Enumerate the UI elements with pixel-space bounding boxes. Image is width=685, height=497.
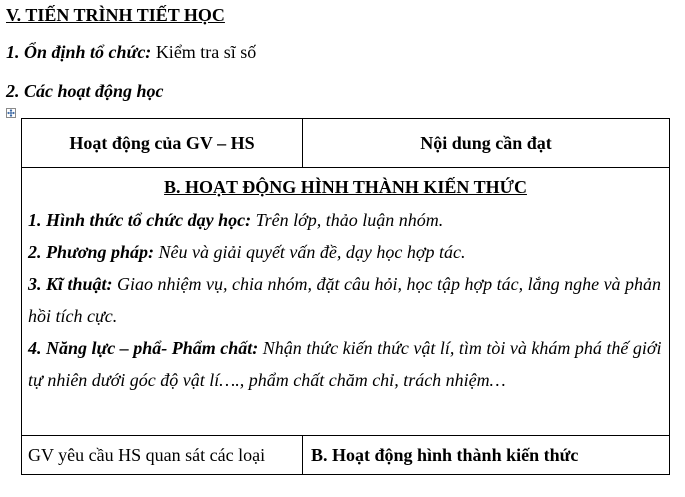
section-1-label: 1. Ổn định tổ chức: [6, 42, 152, 62]
section-2-label: 2. Các hoạt động học [6, 81, 164, 101]
content-row [22, 168, 670, 436]
content-cell-title: B. Hoạt động hình thành kiến thức [303, 436, 670, 475]
item-text: Trên lớp, thảo luận nhóm. [251, 210, 444, 230]
item-text: Nêu và giải quyết vấn đề, dạy học hợp tác. [153, 242, 466, 262]
section-heading: V. TIẾN TRÌNH TIẾT HỌC [6, 5, 225, 25]
content-title: B. HOẠT ĐỘNG HÌNH THÀNH KIẾN THỨC [164, 177, 527, 197]
list-item [28, 332, 663, 396]
list-item [28, 236, 663, 268]
item-label: 2. Phương pháp: [28, 242, 154, 262]
item-text: Giao nhiệm vụ, chia nhóm, đặt câu hỏi, học tập hợp tác, lắng nghe và phản hồi tích cực. [28, 274, 662, 326]
item-label: 3. Kĩ thuật: [28, 274, 113, 294]
item-text: Nhận thức kiến thức vật lí, tìm tòi và khám phá thế giới tự nhiên dưới góc độ vật lí…., phẩm chất chăm chỉ, trách nhiệm… [28, 338, 662, 390]
table-move-handle-icon[interactable] [6, 108, 16, 118]
teacher-activity-cell: GV yêu cầu HS quan sát các loại [22, 436, 303, 475]
table-row [22, 436, 670, 475]
section-1-text: Kiểm tra sĩ số [151, 42, 257, 62]
item-label: 4. Năng lực – phẩ- Phẩm chất: [28, 338, 259, 358]
list-item [28, 204, 663, 236]
table-header-row [22, 119, 670, 168]
item-label: 1. Hình thức tổ chức dạy học: [28, 210, 252, 230]
activity-table [21, 118, 670, 475]
section-2 [6, 80, 164, 102]
section-1 [6, 41, 256, 63]
header-teacher-student: Hoạt động của GV – HS [22, 119, 303, 168]
content-cell [22, 168, 670, 436]
header-expected-content: Nội dung cần đạt [303, 119, 670, 168]
list-item [28, 268, 663, 332]
